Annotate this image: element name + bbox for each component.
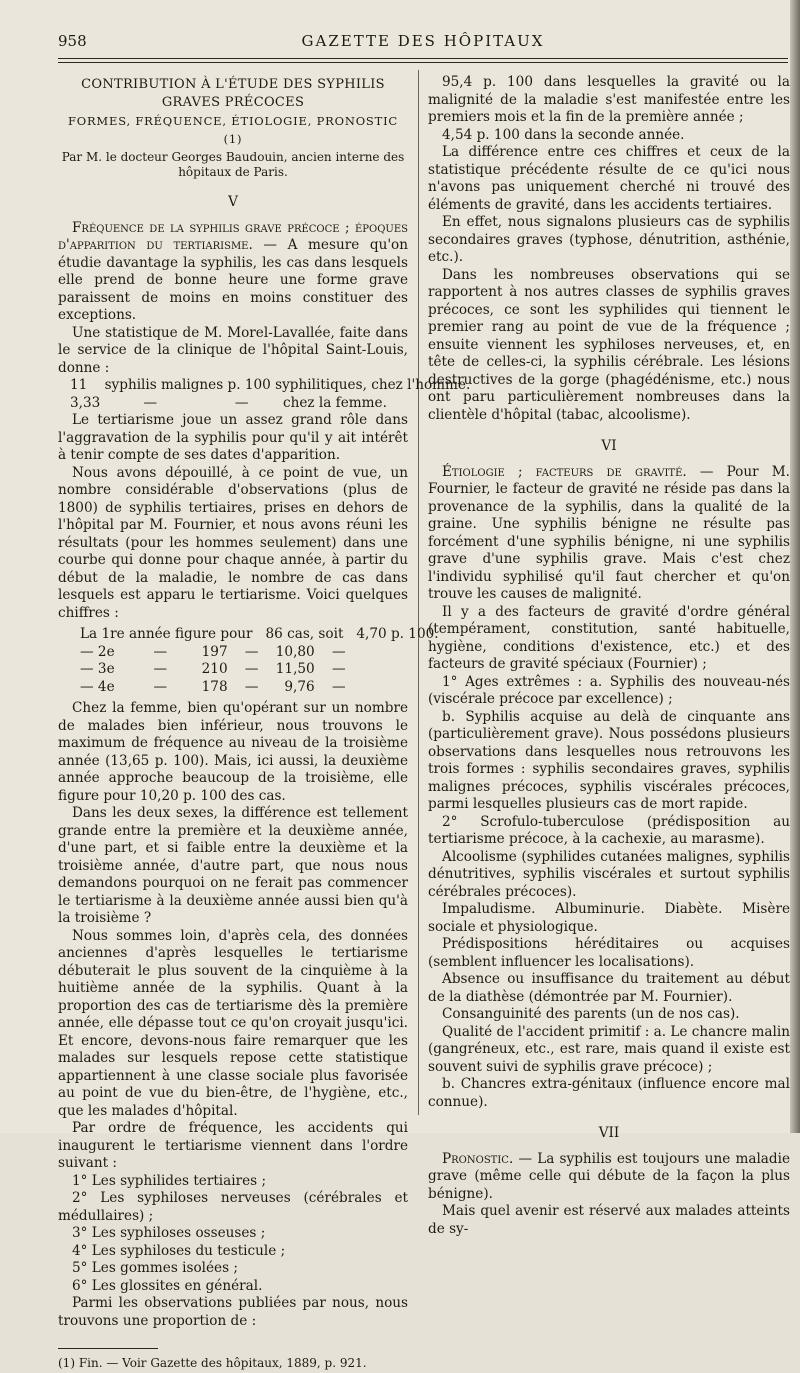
paragraph: Dans les deux sexes, la différence est tellement grande entre la première et la deuxième année, d'une part, et si faible entre la deuxième et la troisième année, d'autre part, que nous nous demandons pourquoi on ne ferait pas commencer le tertiarisme à la deuxième année aussi bien qu'à la troisième ? bbox=[58, 805, 408, 926]
paragraph: Il y a des facteurs de gravité d'ordre général (tempérament, constitution, santé habituelle, hygiène, conditions d'existence, etc.) et des facteurs de gravité spéciaux (Fournier) ; bbox=[428, 603, 790, 672]
stat-line: 3,33 — — chez la femme. bbox=[70, 394, 387, 411]
year-row: — 3e — 210 — 11,50 — bbox=[80, 661, 346, 677]
footnote: (1) Fin. — Voir Gazette des hôpitaux, 1889, p. 921. bbox=[58, 1356, 367, 1370]
header-rule-thin bbox=[58, 62, 788, 63]
paragraph: En effet, nous signalons plusieurs cas de syphilis secondaires graves (typhose, dénutrition, asthénie, etc.). bbox=[428, 214, 790, 265]
paragraph: Nous avons dépouillé, à ce point de vue, un nombre considérable d'observations (plus de 1800) de syphilis tertiaires, prises en dehors de l'hôpital par M. Fournier, et nous avons réuni les résultats (pour les hommes seulement) dans une courbe qui donne pour chaque année, à partir du début de la maladie, le nombre de cas dans lesquels est apparu le tertiarisme. Voici quelques chiffres : bbox=[58, 464, 408, 621]
list-item: 5° Les gommes isolées ; bbox=[72, 1260, 238, 1276]
list-item: 4° Les syphiloses du testicule ; bbox=[72, 1242, 286, 1259]
paragraph: Mais quel avenir est réservé aux malades atteints de sy- bbox=[428, 1203, 790, 1237]
list-item: 1° Les syphilides tertiaires ; bbox=[72, 1172, 267, 1189]
paragraph: Le tertiarisme joue un assez grand rôle dans l'aggravation de la syphilis pour qu'il y ait intérêt à tenir compte de ses dates d'apparition. bbox=[58, 412, 408, 463]
paragraph-text: — A mesure qu'on étudie davantage la syphilis, les cas dans lesquels elle prend de bonne heure une forme grave paraissent de moins en moins constituer des exceptions. bbox=[58, 237, 408, 323]
paragraph: La différence entre ces chiffres et ceux de la statistique précédente résulte de ce qu'ici nous n'avons pas uniquement cherché ni trouvé des éléments de gravité, dans les accidents tertiaires. bbox=[428, 144, 790, 213]
column-separator bbox=[418, 70, 419, 1115]
paragraph: Parmi les observations publiées par nous, nous trouvons une proportion de : bbox=[58, 1295, 408, 1329]
paragraph: Nous sommes loin, d'après cela, des données anciennes d'après lesquelles le tertiarisme débuterait le plus souvent de la cinquième à la huitième année de la syphilis. Quant à la proportion des cas de tertiarisme dès la première année, elle dépasse tout ce qu'on croyait jusqu'ici. Et encore, devons-nous faire remarquer que les malades sur lesquels repose cette statistique appartiennent à une classe sociale plus favorisée au point de vue du bien-être, de l'hygiène, etc., que les malades d'hôpital. bbox=[58, 927, 408, 1119]
article-title: CONTRIBUTION À L'ÉTUDE DES SYPHILIS GRAVES PRÉCOCES bbox=[81, 77, 385, 110]
page-header bbox=[58, 32, 788, 56]
paragraph: Qualité de l'accident primitif : a. Le chancre malin (gangréneux, etc., est rare, mais quand il existe est souvent suivi de syphilis grave précoce) ; bbox=[428, 1023, 790, 1075]
section-heading: Fréquence de la syphilis grave précoce ; époques d'apparition du tertiarisme. bbox=[58, 219, 408, 253]
list-item: 6° Les glossites en général. bbox=[72, 1277, 263, 1294]
page-number: 958 bbox=[58, 32, 87, 50]
left-column bbox=[58, 64, 471, 1373]
year-row: — 4e — 178 — 9,76 — bbox=[80, 678, 346, 695]
right-column bbox=[428, 64, 790, 1238]
section-number-vi: VI bbox=[601, 438, 617, 454]
paragraph: Absence ou insuffisance du traitement au début de la diathèse (démontrée par M. Fournier). bbox=[428, 971, 790, 1005]
section-heading: Étiologie ; facteurs de gravité. bbox=[442, 463, 687, 480]
paragraph: b. Chancres extra-génitaux (influence encore mal connue). bbox=[428, 1076, 790, 1110]
paragraph: Par ordre de fréquence, les accidents qui inaugurent le tertiarisme viennent dans l'ordre suivant : bbox=[58, 1120, 408, 1171]
page-edge-shadow bbox=[790, 0, 800, 1133]
paragraph bbox=[428, 464, 790, 604]
section-number-v: V bbox=[228, 194, 238, 210]
paragraph bbox=[58, 220, 408, 325]
year-row: — 2e — 197 — 10,80 — bbox=[80, 643, 346, 660]
paragraph: Une statistique de M. Morel-Lavallée, faite dans le service de la clinique de l'hôpital Saint-Louis, donne : bbox=[58, 324, 408, 376]
paragraph: Impaludisme. Albuminurie. Diabète. Misère sociale et physiologique. bbox=[428, 901, 790, 935]
paragraph: Alcoolisme (syphilides cutanées malignes, syphilis dénutritives, syphilis viscérales et surtout syphilis cérébrales précoces). bbox=[428, 848, 790, 900]
section-number-vii: VII bbox=[598, 1125, 620, 1141]
paragraph: 4,54 p. 100 dans la seconde année. bbox=[442, 126, 685, 143]
paragraph-text: — Pour M. Fournier, le facteur de gravité ne réside pas dans la provenance de la syphilis, dans la qualité de la graine. Une syphilis bénigne ne résulte pas forcément d'une syphilis bénigne, ni une syphilis grave d'une syphilis grave. Mais c'est chez l'individu syphilisé qu'il faut chercher et qu'on trouve les causes de malignité. bbox=[428, 463, 790, 602]
paragraph: 1° Ages extrêmes : a. Syphilis des nouveau-nés (viscérale précoce par excellence) ; bbox=[428, 673, 790, 707]
list-item: 2° Les syphiloses nerveuses (cérébrales et médullaires) ; bbox=[58, 1190, 408, 1224]
paragraph: b. Syphilis acquise au delà de cinquante ans (particulièrement grave). Nous possédons plusieurs observations dans lesquelles nous retrouvons les trois formes : syphilis secondaires graves, syphilis malignes précoces, syphilis viscérales précoces, parmi lesquelles plusieurs cas de mort rapide. bbox=[428, 708, 790, 812]
header-rule bbox=[58, 58, 788, 59]
paragraph: Consanguinité des parents (un de nos cas). bbox=[442, 1006, 740, 1022]
paragraph: Dans les nombreuses observations qui se rapportent à nos autres classes de syphilis graves précoces, ce sont les syphilides qui tiennent le premier rang au point de vue de la fréquence ; ensuite viennent les syphiloses nerveuses, et, en tête de celles-ci, la syphilis cérébrale. Les lésions destructives de la gorge (phagédénisme, etc.) nous ont paru particulièrement nombreuses dans la clientèle d'hôpital (tabac, alcoolisme). bbox=[428, 266, 790, 423]
paragraph: 95,4 p. 100 dans lesquelles la gravité ou la malignité de la maladie s'est manifestée entre les premiers mois et la fin de la première année ; bbox=[428, 74, 790, 125]
paragraph-text: — La syphilis est toujours une maladie grave (même celle qui débute de la façon la plus bénigne). bbox=[428, 1150, 790, 1202]
footnote-rule bbox=[58, 1348, 158, 1349]
stat-line: 11 syphilis malignes p. 100 syphilitiques, chez l'homme. bbox=[70, 377, 471, 393]
list-item: 3° Les syphiloses osseuses ; bbox=[72, 1225, 266, 1241]
article-author: Par M. le docteur Georges Baudouin, ancien interne des hôpitaux de Paris. bbox=[61, 150, 405, 179]
section-heading: Pronostic. bbox=[442, 1150, 514, 1167]
paragraph: 2° Scrofulo-tuberculose (prédisposition au tertiarisme précoce, à la cachexie, au marasme). bbox=[428, 813, 790, 847]
paragraph bbox=[428, 1151, 790, 1204]
running-title: GAZETTE DES HÔPITAUX bbox=[301, 32, 545, 50]
paragraph: Chez la femme, bien qu'opérant sur un nombre de malades bien inférieur, nous trouvons le maximum de fréquence au niveau de la troisième année (13,65 p. 100). Mais, ici aussi, la deuxième année approche beaucoup de la troisième, elle figure pour 10,20 p. 100 des cas. bbox=[58, 700, 408, 804]
year-row: La 1re année figure pour 86 cas, soit 4,70 p. 100. bbox=[80, 626, 439, 642]
article-subtitle: FORMES, FRÉQUENCE, ÉTIOLOGIE, PRONOSTIC (1) bbox=[67, 114, 399, 146]
paragraph: Prédispositions héréditaires ou acquises (semblent influencer les localisations). bbox=[428, 936, 790, 970]
